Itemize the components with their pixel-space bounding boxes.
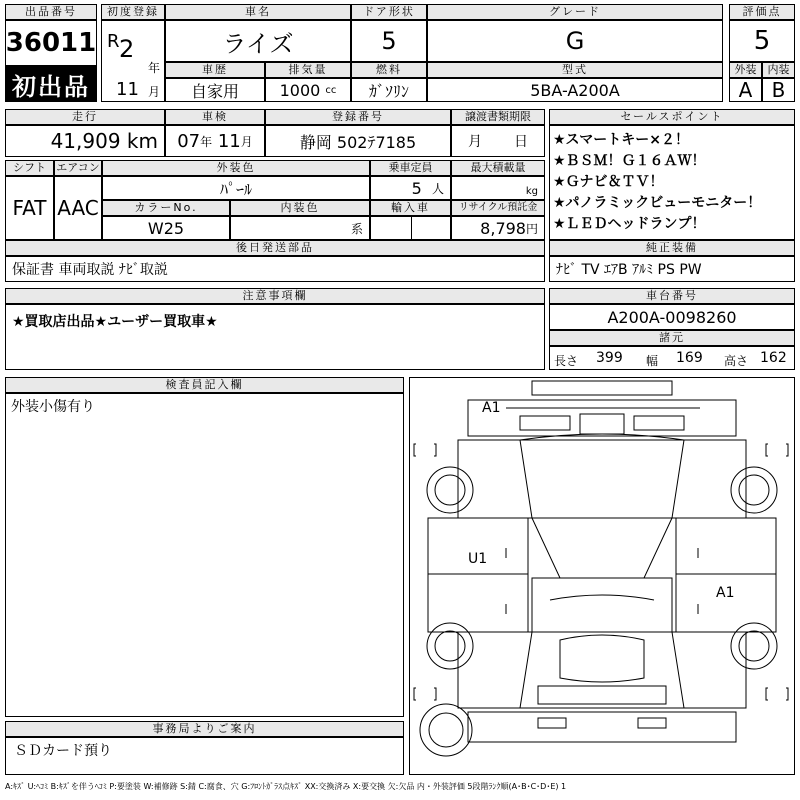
inspection-label: 車検: [165, 109, 265, 125]
notes-value: ★買取店出品★ユーザー買取車★: [5, 304, 545, 370]
sales-point-item: ★パノラミックビューモニター！: [553, 195, 762, 211]
displacement-unit: cc: [325, 84, 337, 96]
interior-color-label: 内装色: [230, 200, 370, 216]
inspection-year-unit: 年: [200, 134, 213, 149]
interior-color-unit: 系: [350, 221, 363, 236]
history-value: 自家用: [165, 78, 265, 102]
mileage-value: 41,909: [50, 129, 121, 153]
inspector-label: 検査員記入欄: [5, 377, 404, 393]
dims-label: 諸元: [549, 330, 795, 346]
load-label: 最大積載量: [451, 160, 545, 176]
car-name-label: 車名: [165, 4, 351, 20]
width-value: 169: [676, 350, 703, 366]
reg-year: 2: [119, 35, 135, 63]
damage-mark-left: U1: [468, 551, 488, 567]
recycle-unit: 円: [525, 221, 538, 236]
import-divider: [411, 217, 412, 239]
displacement-value: 1000: [279, 80, 321, 100]
shift-label: シフト: [5, 160, 54, 176]
inspection-year: 07: [177, 130, 201, 152]
displacement-label: 排気量: [265, 62, 351, 78]
fuel-label: 燃料: [351, 62, 427, 78]
fuel-value: ｶﾞｿﾘﾝ: [351, 78, 427, 102]
inspection-month-unit: 月: [240, 134, 253, 149]
year-unit: 年: [148, 61, 161, 75]
inspection-month: 11: [217, 130, 241, 152]
import-box: [370, 216, 451, 240]
dims-box: [549, 346, 795, 370]
score-label: 評価点: [729, 4, 795, 20]
grade-label: グレード: [427, 4, 723, 20]
color-no-label: カラーNo.: [102, 200, 230, 216]
damage-mark-front: A1: [482, 400, 501, 416]
ac-value: AAC: [54, 176, 102, 240]
height-value: 162: [760, 350, 787, 366]
office-value: ＳＤカード預り: [5, 737, 404, 775]
history-label: 車歴: [165, 62, 265, 78]
recycle-box: [451, 216, 545, 240]
recycle-value: 8,798: [480, 218, 526, 238]
sales-point-item: ★Ｇナビ＆ＴＶ！: [553, 174, 664, 190]
grade-value: G: [427, 20, 723, 62]
transfer-month-unit: 月: [468, 134, 482, 150]
door-label: ドア形状: [351, 4, 427, 20]
legend-footer: A:ｷｽﾞ U:ﾍｺﾐ B:ｷｽﾞを伴うﾍｺﾐ P:要塗装 W:補修跡 S:錆 C:腐食、穴 G:ﾌﾛﾝﾄｶﾞﾗｽ点ｷｽﾞ XX:交換済み X:要交換 欠:欠品 内・外装評価 5段階ﾗﾝｸ順(A･B･C･D･E) 1: [5, 782, 567, 791]
interior-label: 内装: [762, 62, 795, 78]
car-outline-svg: [410, 378, 794, 774]
capacity-label: 乗車定員: [370, 160, 451, 176]
displacement-box: [265, 78, 351, 102]
model-value: 5BA-A200A: [427, 78, 723, 102]
car-name: ライズ: [165, 20, 351, 62]
capacity-value: 5: [411, 178, 422, 198]
sales-points-label: セールスポイント: [549, 109, 795, 125]
mileage-label: 走行: [5, 109, 165, 125]
door-value: 5: [351, 20, 427, 62]
recycle-label: リサイクル預託金: [451, 200, 545, 216]
exterior-grade: A: [729, 78, 762, 102]
mileage-unit: km: [126, 129, 158, 153]
office-label: 事務局よりご案内: [5, 721, 404, 737]
width-label: 幅: [646, 354, 659, 368]
equipment-label: 純正装備: [549, 240, 795, 256]
notes-label: 注意事項欄: [5, 288, 545, 304]
load-box: [451, 176, 545, 200]
chassis-label: 車台番号: [549, 288, 795, 304]
capacity-box: [370, 176, 451, 200]
exterior-label: 外装: [729, 62, 762, 78]
length-value: 399: [596, 350, 623, 366]
reg-month: 11: [116, 79, 139, 100]
first-reg-label: 初度登録: [101, 4, 165, 20]
sales-point-item: ★ＬＥＤヘッドランプ！: [553, 216, 706, 232]
interior-color-box: [230, 216, 370, 240]
later-parts-value: 保証書 車両取説 ﾅﾋﾞ取説: [5, 256, 545, 282]
model-label: 型式: [427, 62, 723, 78]
height-label: 高さ: [724, 354, 749, 368]
transfer-day-unit: 日: [514, 134, 528, 150]
shift-value: FAT: [5, 176, 54, 240]
inspection-box: [165, 125, 265, 157]
sales-point-item: ★スマートキー×２！: [553, 132, 690, 148]
later-parts-label: 後日発送部品: [5, 240, 545, 256]
month-unit: 月: [148, 85, 161, 99]
color-value: ﾊﾟｰﾙ: [102, 176, 370, 200]
transfer-box: [451, 125, 545, 157]
ac-label: エアコン: [54, 160, 102, 176]
car-damage-diagram: [409, 377, 795, 775]
load-unit: kg: [525, 186, 538, 197]
color-label: 外装色: [102, 160, 370, 176]
equipment-value: ﾅﾋﾞ TV ｴｱB ｱﾙﾐ PS PW: [549, 256, 795, 282]
damage-mark-right: A1: [716, 585, 735, 601]
length-label: 長さ: [554, 354, 579, 368]
capacity-unit: 人: [431, 181, 444, 196]
score-value: 5: [729, 20, 795, 62]
first-listing-badge: 初出品: [5, 66, 97, 102]
inspector-value: 外装小傷有り: [5, 393, 404, 717]
sales-point-item: ★ＢＳＭ！Ｇ１６ＡＷ！: [553, 153, 706, 169]
first-reg-box: [101, 20, 165, 102]
color-no-value: W25: [102, 216, 230, 240]
plate-label: 登録番号: [265, 109, 451, 125]
import-label: 輸入車: [370, 200, 451, 216]
era-mark: R: [107, 31, 120, 52]
transfer-label: 譲渡書類期限: [451, 109, 545, 125]
lot-number-label: 出品番号: [5, 4, 97, 20]
lot-number: 36011: [5, 20, 97, 66]
chassis-value: A200A-0098260: [549, 304, 795, 330]
plate-value: 静岡 502ﾃ7185: [265, 125, 451, 157]
interior-grade: B: [762, 78, 795, 102]
sales-points-box: [549, 125, 795, 240]
mileage-box: [5, 125, 165, 157]
